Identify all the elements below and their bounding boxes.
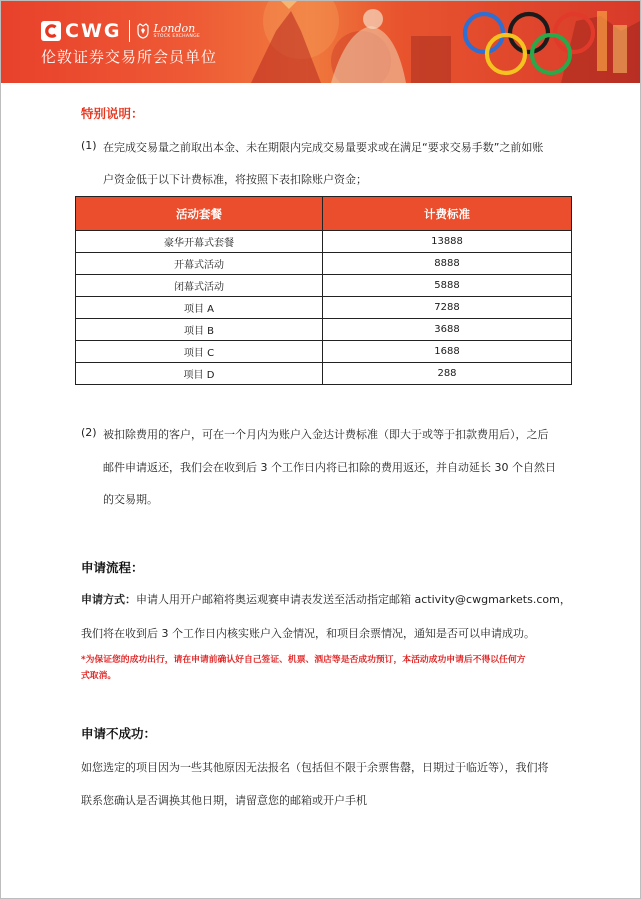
table-row bbox=[76, 341, 572, 363]
brand-logo bbox=[41, 19, 200, 43]
package-cell: 项目 A bbox=[76, 297, 323, 319]
paragraph-2-line-3: 的交易期。 bbox=[103, 493, 158, 506]
table-header-row bbox=[76, 197, 572, 231]
logo-divider bbox=[129, 20, 130, 42]
package-cell: 项目 D bbox=[76, 363, 323, 385]
notice-title: 特别说明： bbox=[81, 106, 144, 121]
fee-cell: 1688 bbox=[323, 341, 572, 363]
package-cell: 闭幕式活动 bbox=[76, 275, 323, 297]
header-banner bbox=[1, 1, 640, 83]
paragraph-2-line-2: 邮件申请返还，我们会在收到后 3 个工作日内将已扣除的费用返还，并自动延长 30 个自然日 bbox=[103, 461, 556, 474]
package-cell: 项目 B bbox=[76, 319, 323, 341]
failure-line-1: 如您选定的项目因为一些其他原因无法报名（包括但不限于余票售罄，日期过于临近等），我们将 bbox=[81, 761, 549, 774]
package-cell: 开幕式活动 bbox=[76, 253, 323, 275]
apply-title: 申请流程： bbox=[81, 560, 144, 575]
fee-table bbox=[75, 196, 572, 385]
table-row bbox=[76, 253, 572, 275]
apply-line-2: 我们将在收到后 3 个工作日内核实账户入金情况，和项目余票情况，通知是否可以申请成功。 bbox=[81, 627, 535, 640]
paragraph-1-line-1: 在完成交易量之前取出本金、未在期限内完成交易量要求或在满足“要求交易手数”之前如账 bbox=[103, 141, 544, 154]
lse-logo bbox=[154, 23, 201, 40]
fee-cell: 288 bbox=[323, 363, 572, 385]
brand-name: CWG bbox=[65, 20, 122, 42]
member-text: 伦敦证券交易所会员单位 bbox=[41, 48, 218, 66]
warning-line-1: *为保证您的成功出行，请在申请前确认好自己签证、机票、酒店等是否成功预订，本活动成功申请后不得以任何方 bbox=[81, 655, 526, 665]
paragraph-2-number: (2) bbox=[81, 426, 97, 439]
apply-method-label: 申请方式： bbox=[81, 593, 136, 606]
crest-icon bbox=[136, 23, 150, 39]
fee-cell: 13888 bbox=[323, 231, 572, 253]
paragraph-2-line-1: 被扣除费用的客户，可在一个月内为账户入金达计费标准（即大于或等于扣款费用后），之后 bbox=[103, 428, 549, 441]
fee-cell: 3688 bbox=[323, 319, 572, 341]
table-header-fee: 计费标准 bbox=[323, 197, 572, 231]
table-row bbox=[76, 275, 572, 297]
lse-city: London bbox=[153, 21, 196, 35]
paragraph-1-number: (1) bbox=[81, 139, 97, 152]
table-row bbox=[76, 319, 572, 341]
failure-title: 申请不成功： bbox=[81, 726, 157, 741]
failure-line-2: 联系您确认是否调换其他日期，请留意您的邮箱或开户手机 bbox=[81, 794, 367, 807]
fee-cell: 8888 bbox=[323, 253, 572, 275]
apply-method bbox=[81, 591, 571, 607]
table-row bbox=[76, 363, 572, 385]
fee-cell: 7288 bbox=[323, 297, 572, 319]
package-cell: 豪华开幕式套餐 bbox=[76, 231, 323, 253]
table-row bbox=[76, 297, 572, 319]
apply-method-text: 申请人用开户邮箱将奥运观赛申请表发送至活动指定邮箱 activity@cwgmarkets.com， bbox=[136, 593, 571, 606]
fee-cell: 5888 bbox=[323, 275, 572, 297]
paragraph-1-line-2: 户资金低于以下计费标准，将按照下表扣除账户资金； bbox=[103, 173, 367, 186]
lse-subtitle: STOCK EXCHANGE bbox=[153, 33, 201, 39]
warning-line-2: 式取消。 bbox=[81, 671, 117, 681]
table-row bbox=[76, 231, 572, 253]
package-cell: 项目 C bbox=[76, 341, 323, 363]
table-header-package: 活动套餐 bbox=[76, 197, 323, 231]
cwg-logo-icon bbox=[41, 21, 61, 41]
